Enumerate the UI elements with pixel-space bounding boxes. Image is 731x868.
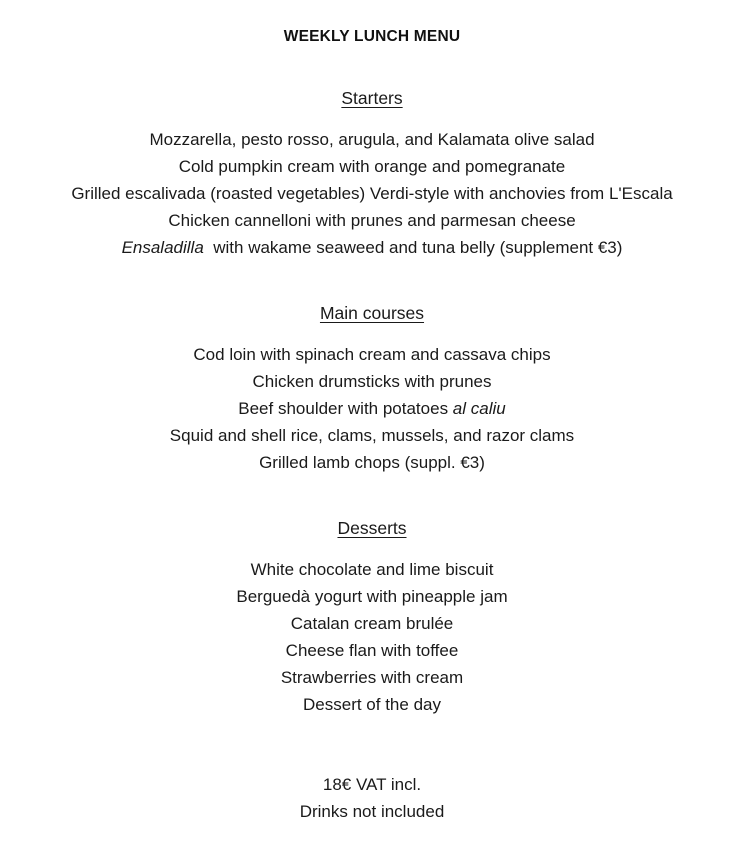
menu-item [0, 234, 731, 261]
price-note: 18€ VAT incl. [322, 775, 422, 794]
menu-item [0, 610, 731, 637]
menu-item [0, 395, 731, 422]
menu-item [0, 341, 731, 368]
menu-item [0, 153, 731, 180]
menu-item-text: Chicken drumsticks with prunes [252, 372, 492, 391]
menu-item-text: Catalan cream brulée [290, 614, 454, 633]
drinks-note: Drinks not included [299, 802, 445, 821]
menu-item-italic-text: al caliu [452, 399, 506, 418]
menu-item [0, 583, 731, 610]
menu-item [0, 691, 731, 718]
menu-item-text: Cheese flan with toffee [285, 641, 459, 660]
menu-item-italic-text: Ensaladilla [121, 238, 204, 257]
menu-item-text: Strawberries with cream [280, 668, 464, 687]
starters-heading: Starters [341, 88, 403, 108]
menu-item-text: Grilled escalivada (roasted vegetables) Verdi-style with anchovies from L'Escala [71, 184, 673, 203]
menu-item-text: Chicken cannelloni with prunes and parmesan cheese [168, 211, 576, 230]
menu-item [0, 207, 731, 234]
menu-item-text: Grilled lamb chops (suppl. €3) [259, 453, 485, 472]
desserts-heading: Desserts [337, 518, 407, 538]
starters-list [0, 126, 731, 261]
menu-item-text: Squid and shell rice, clams, mussels, and razor clams [169, 426, 575, 445]
main-courses-heading: Main courses [319, 303, 425, 323]
menu-footer [0, 771, 731, 825]
menu-item [0, 180, 731, 207]
menu-title: WEEKLY LUNCH MENU [283, 28, 461, 45]
menu-item-text: Mozzarella, pesto rosso, arugula, and Kalamata olive salad [149, 130, 595, 149]
menu-item [0, 664, 731, 691]
menu-item-text: Dessert of the day [303, 695, 441, 714]
menu-item-text: Cod loin with spinach cream and cassava chips [193, 345, 551, 364]
menu-item [0, 422, 731, 449]
menu-item-text: Cold pumpkin cream with orange and pomegranate [178, 157, 566, 176]
desserts-list [0, 556, 731, 718]
menu-item [0, 368, 731, 395]
menu-item-text: with wakame seaweed and tuna belly (supplement €3) [203, 238, 623, 257]
menu-item-text: Berguedà yogurt with pineapple jam [236, 587, 508, 606]
menu-item [0, 637, 731, 664]
menu-item-text: White chocolate and lime biscuit [250, 560, 494, 579]
main-courses-list [0, 341, 731, 476]
menu-item [0, 449, 731, 476]
menu-item [0, 556, 731, 583]
menu-item [0, 126, 731, 153]
menu-item-text: Beef shoulder with potatoes [238, 399, 453, 418]
